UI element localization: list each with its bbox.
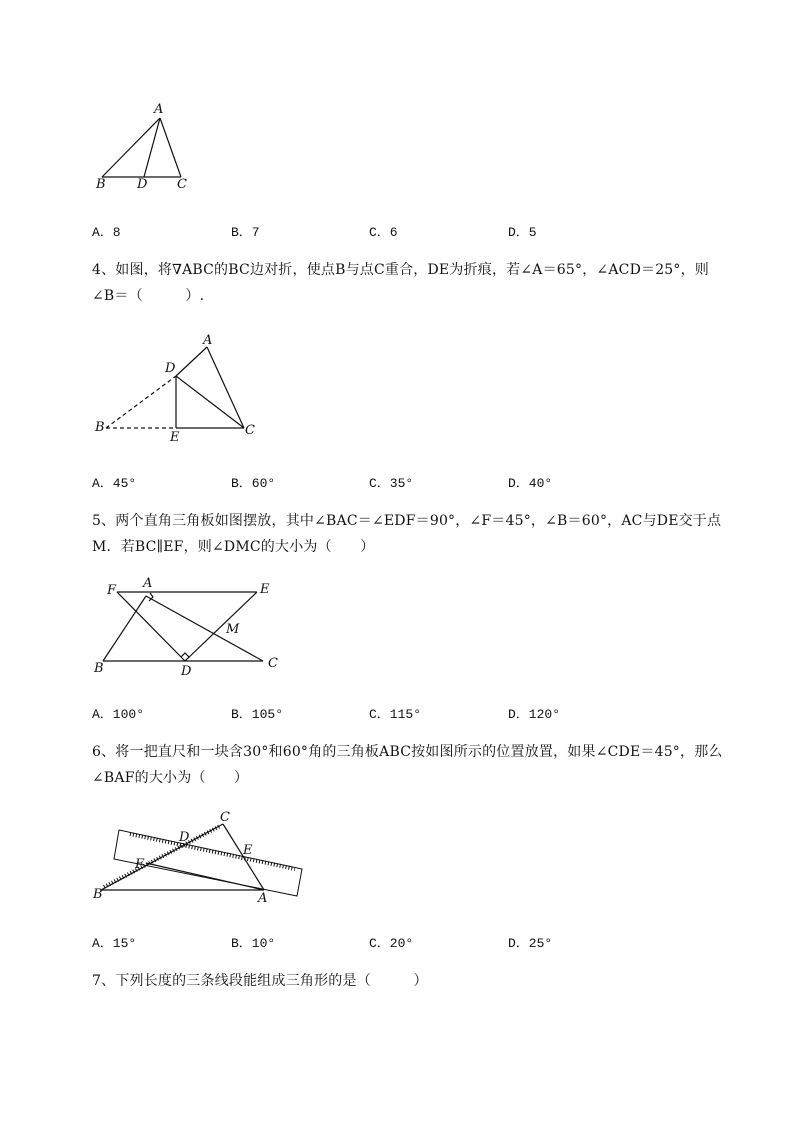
segment-fd <box>117 592 185 661</box>
q6-text-line2: ∠BAF的大小为（ ） <box>92 770 249 786</box>
label-d: D <box>179 830 190 845</box>
segment-ad <box>176 347 207 376</box>
segment-ac <box>160 118 181 177</box>
label-c: C <box>245 423 255 438</box>
q3-option-a[interactable]: A．8 <box>92 225 121 240</box>
segment-ab <box>102 118 160 177</box>
segment-ac <box>207 347 244 428</box>
label-c: C <box>177 177 187 192</box>
label-d: D <box>165 361 176 376</box>
label-b: B <box>95 420 105 435</box>
label-e: E <box>170 430 180 445</box>
label-m: M <box>226 622 240 637</box>
q7-text-line1: 7、下列长度的三条线段能组成三角形的是（ ） <box>92 973 428 989</box>
label-b: B <box>93 887 103 902</box>
label-d: D <box>137 177 148 192</box>
q5-text-line1: 5、两个直角三角板如图摆放，其中∠BAC＝∠EDF＝90°，∠F＝45°，∠B＝60°，AC与DE交于点 <box>92 513 722 529</box>
right-angle-d <box>181 653 189 661</box>
q4-text-line2: ∠B＝（ ）. <box>92 288 205 304</box>
q6-option-a[interactable]: A．15° <box>92 936 137 951</box>
label-a: A <box>143 576 153 591</box>
q4-option-c[interactable]: C．35° <box>369 476 414 491</box>
label-f: F <box>135 857 145 872</box>
label-a: A <box>154 102 164 117</box>
label-c: C <box>220 810 230 825</box>
segment-ac <box>146 596 263 661</box>
q5-option-a[interactable]: A．100° <box>92 707 145 722</box>
q5-option-d[interactable]: D．120° <box>508 707 561 722</box>
q4-text-line1: 4、如图，将∇ABC的BC边对折，使点B与点C重合，DE为折痕，若∠A＝65°，∠ACD＝25°，则 <box>92 262 710 278</box>
label-e: E <box>260 582 270 597</box>
label-d: D <box>181 664 192 679</box>
label-b: B <box>94 661 104 676</box>
q4-option-d[interactable]: D．40° <box>508 476 553 491</box>
segment-dc <box>176 376 244 428</box>
q6-option-c[interactable]: C．20° <box>369 936 414 951</box>
q4-option-b[interactable]: B．60° <box>231 476 276 491</box>
label-e: E <box>243 843 253 858</box>
q6-option-b[interactable]: B．10° <box>231 936 276 951</box>
figure-q6-ruler-triangle <box>0 0 240 120</box>
label-f: F <box>107 583 117 598</box>
segment-ba <box>103 596 146 661</box>
label-b: B <box>96 177 106 192</box>
segment-de <box>185 592 257 661</box>
q6-option-d[interactable]: D．25° <box>508 936 553 951</box>
q5-text-line2: M．若BC∥EF，则∠DMC的大小为（ ） <box>92 539 375 555</box>
label-a: A <box>203 333 213 348</box>
q3-option-d[interactable]: D．5 <box>508 225 537 240</box>
dashed-bd <box>106 376 176 428</box>
q3-option-b[interactable]: B．7 <box>231 225 260 240</box>
label-c: C <box>268 656 278 671</box>
q4-option-a[interactable]: A．45° <box>92 476 137 491</box>
q5-option-c[interactable]: C．115° <box>369 707 422 722</box>
q3-option-c[interactable]: C．6 <box>369 225 398 240</box>
q5-option-b[interactable]: B．105° <box>231 707 284 722</box>
q6-text-line1: 6、将一把直尺和一块含30°和60°角的三角板ABC按如图所示的位置放置，如果∠CDE＝45°，那么 <box>92 744 723 760</box>
label-a: A <box>258 891 268 906</box>
